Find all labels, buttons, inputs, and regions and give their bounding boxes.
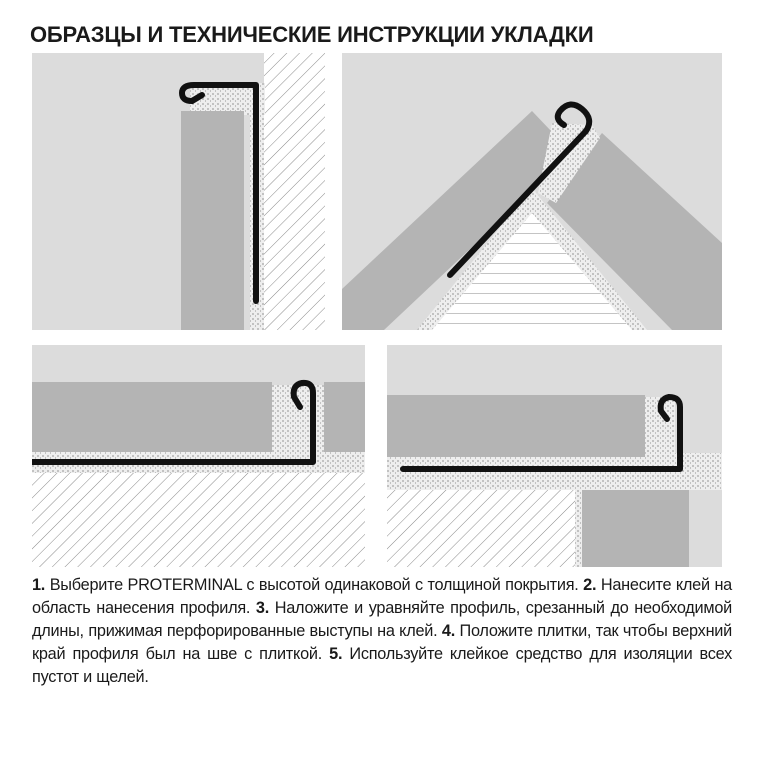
step-5-number: 5. (329, 645, 343, 663)
step-1-number: 1. (32, 576, 46, 594)
step-5-text: Используйте клейкое средство для изоляции всех пустот и щелей. (32, 645, 733, 686)
step-4-number: 4. (441, 622, 456, 640)
tile-lower (582, 490, 689, 567)
step-2-text: Нанесите клей на область нанесения профиля. (32, 576, 732, 617)
step-3-number: 3. (255, 599, 270, 617)
wall-substrate (264, 53, 325, 330)
diagram-step-edge (387, 345, 722, 567)
installation-instructions (32, 574, 732, 689)
tile (181, 111, 244, 330)
floor-substrate (32, 472, 365, 567)
substrate (387, 490, 582, 567)
step-2-number: 2. (583, 576, 597, 594)
tile-right (324, 382, 365, 452)
diagram-external-corner (342, 53, 722, 330)
page-title: ОБРАЗЦЫ И ТЕХНИЧЕСКИЕ ИНСТРУКЦИИ УКЛАДКИ (30, 22, 594, 47)
diagram-floor-edge (32, 345, 365, 567)
tile-upper (387, 395, 645, 457)
step-1-text: Выберите PROTERMINAL с высотой одинаковой с толщиной покрытия. (45, 576, 584, 594)
tile-left (32, 382, 272, 452)
step-3-text: Наложите и уравняйте профиль, срезанный до необходимой длины, прижимая перфорированные выступы на клей. (32, 599, 732, 640)
step-4-text: Положите плитки, так чтобы верхний край профиля был на шве с плиткой. (32, 622, 733, 663)
diagram-wall-edge (32, 53, 325, 330)
